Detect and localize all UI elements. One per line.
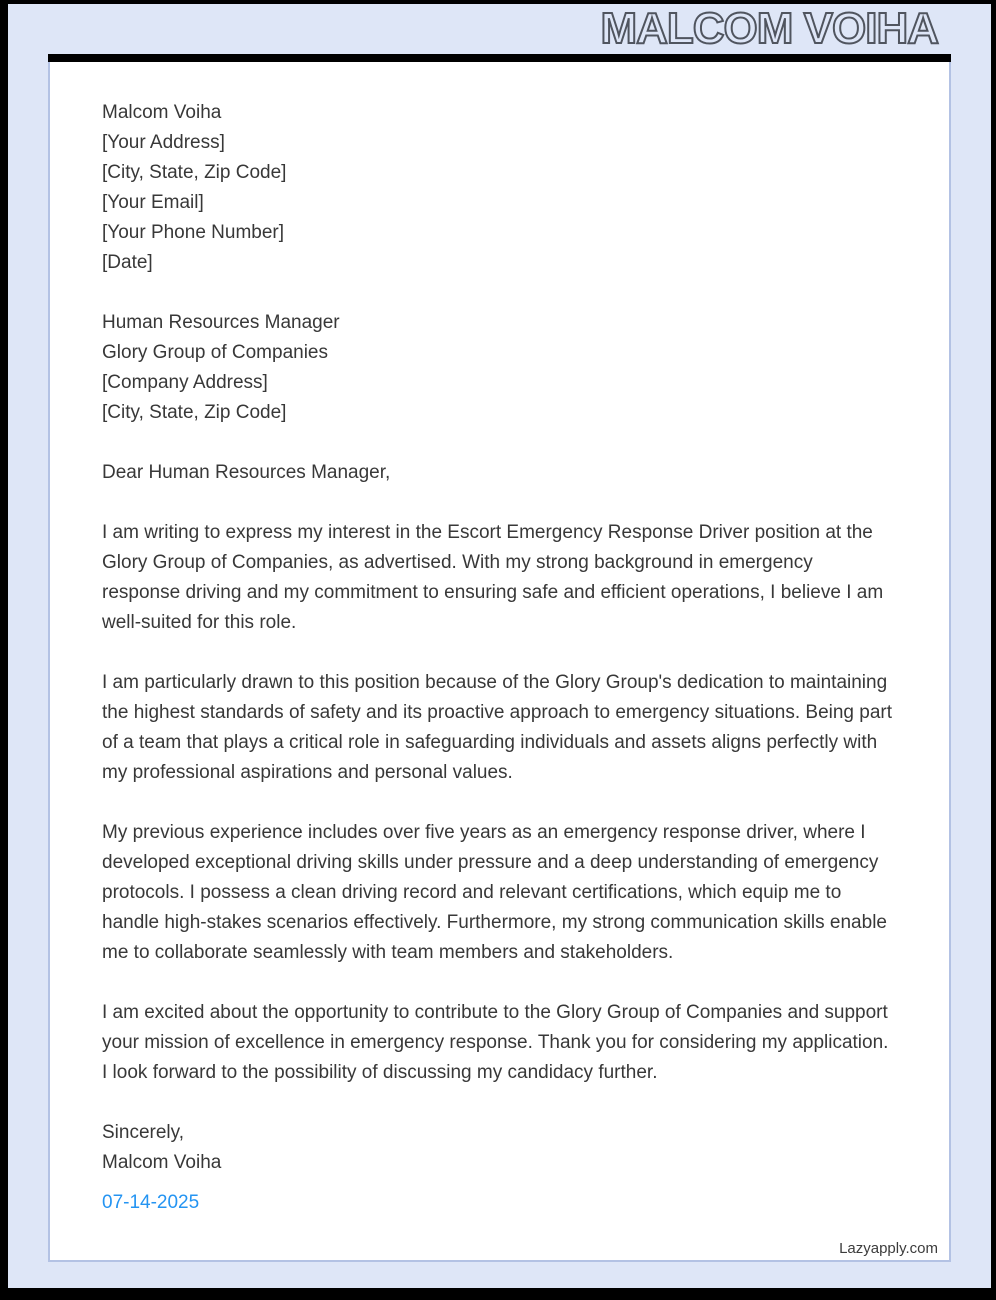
letter-content xyxy=(50,62,949,1260)
sender-line: [Your Phone Number] xyxy=(102,222,285,243)
sender-line: Malcom Voiha xyxy=(102,102,222,123)
letter-document xyxy=(48,62,951,1262)
body-paragraph: I am writing to express my interest in the Escort Emergency Response Driver position at the Glory Group of Companies, as advertised. With my strong background in emergency response driving and my commitment to ensuring safe and efficient operations, I believe I am well-suited for this role. xyxy=(102,522,884,633)
recipient-line: Glory Group of Companies xyxy=(102,342,328,363)
closing: Sincerely, xyxy=(102,1122,185,1143)
page-background xyxy=(8,4,991,1288)
recipient-line: [City, State, Zip Code] xyxy=(102,402,287,423)
body-paragraph: I am particularly drawn to this position because of the Glory Group's dedication to maintaining the highest standards of safety and its proactive approach to emergency situations. Being part of a team that plays a critical role in safeguarding individuals and assets aligns perfectly with my professional aspirations and personal values. xyxy=(102,672,893,783)
recipient-line: Human Resources Manager xyxy=(102,312,340,333)
recipient-block xyxy=(102,308,894,428)
body-paragraphs xyxy=(102,518,894,1088)
sender-block xyxy=(102,98,894,278)
sender-line: [Your Email] xyxy=(102,192,204,213)
sender-line: [Your Address] xyxy=(102,132,225,153)
signature-name: Malcom Voiha xyxy=(102,1152,222,1173)
sender-line: [Date] xyxy=(102,252,153,273)
header-name: MALCOM VOIHA xyxy=(600,4,938,53)
body-paragraph: My previous experience includes over five years as an emergency response driver, where I developed exceptional driving skills under pressure and a deep understanding of emergency protocols. I possess a clean driving record and relevant certifications, which equip me to handle high-stakes scenarios effectively. Furthermore, my strong communication skills enable me to collaborate seamlessly with team members and stakeholders. xyxy=(102,822,887,963)
document-top-bar xyxy=(48,54,951,62)
body-paragraph: I am excited about the opportunity to contribute to the Glory Group of Companies and support your mission of excellence in emergency response. Thank you for considering my application. I look forward to the possibility of discussing my candidacy further. xyxy=(102,1002,889,1083)
watermark-link[interactable]: Lazyapply.com xyxy=(839,1240,938,1257)
sender-line: [City, State, Zip Code] xyxy=(102,162,287,183)
letter-date[interactable]: 07-14-2025 xyxy=(102,1192,200,1213)
salutation: Dear Human Resources Manager, xyxy=(102,462,391,483)
recipient-line: [Company Address] xyxy=(102,372,268,393)
